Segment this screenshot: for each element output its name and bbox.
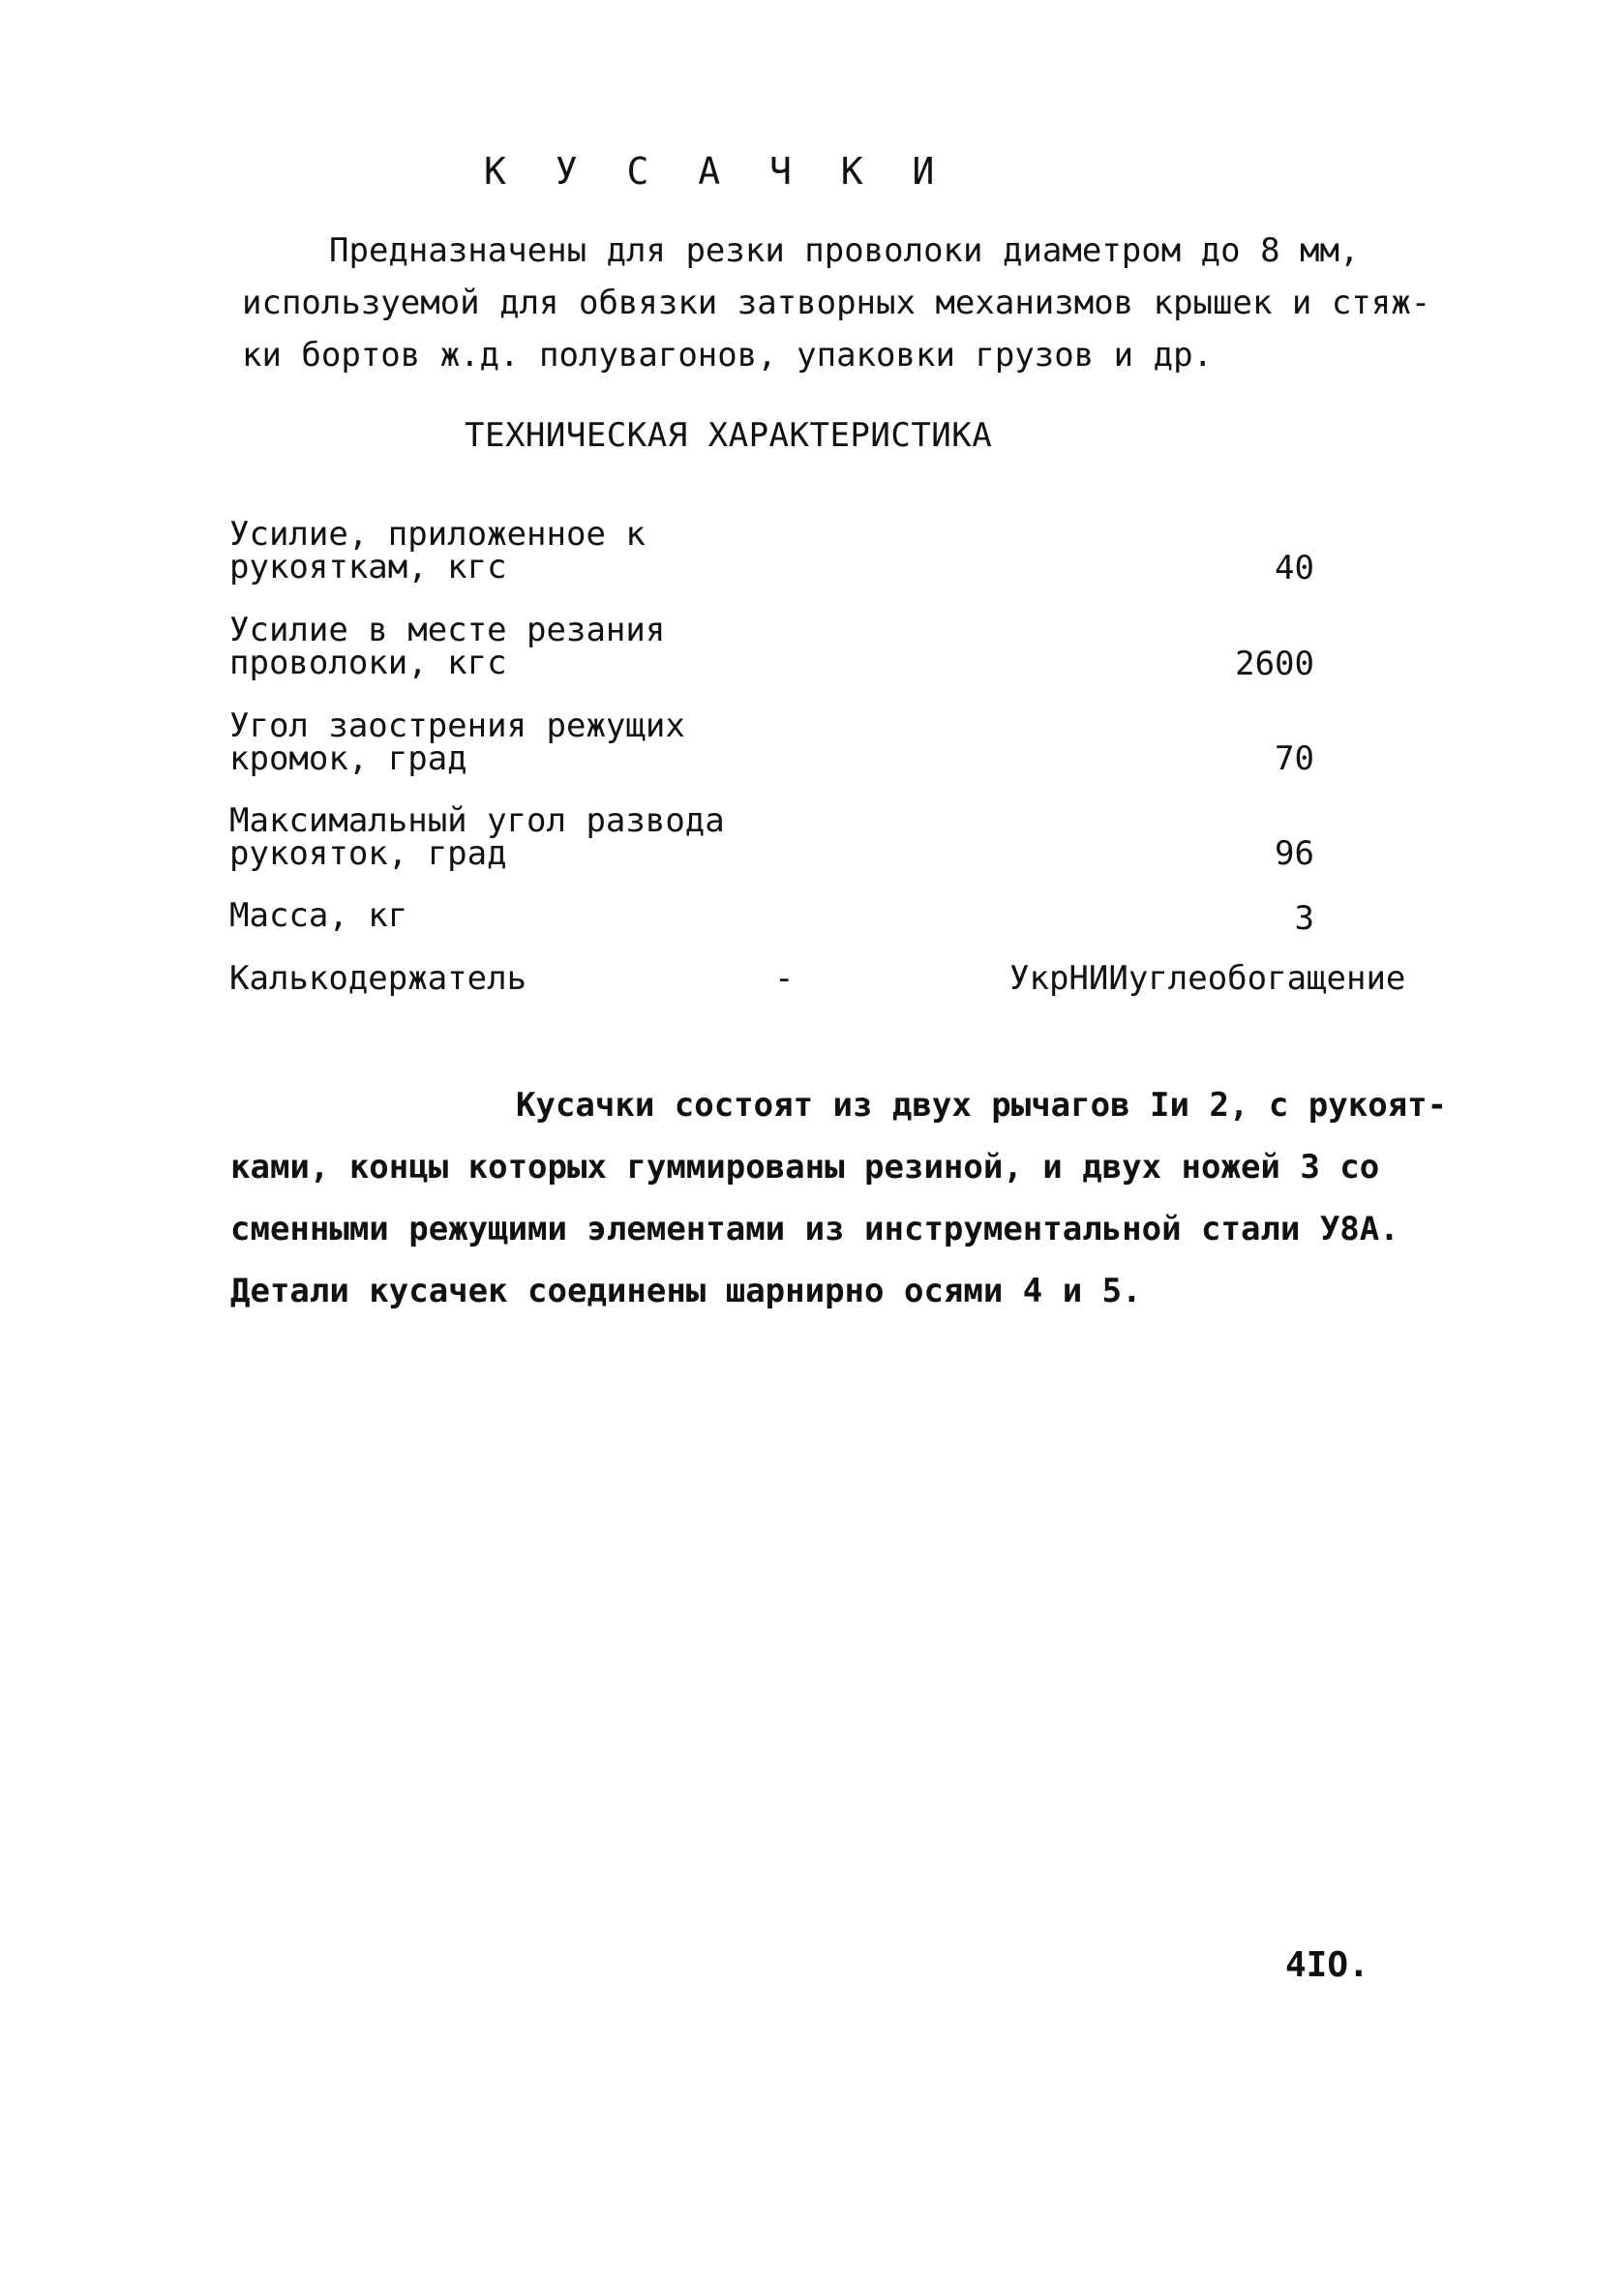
spec-label: Усилие в месте резания: [229, 611, 666, 649]
spec-value: 2600: [1235, 645, 1314, 683]
spec-value: УкрНИИуглеобогащение: [1009, 959, 1406, 998]
description-line: ками, концы которых гуммированы резиной, и двух ножей 3 со: [230, 1148, 1380, 1187]
spec-label: рукояток, град: [229, 834, 507, 873]
spec-title: ТЕХНИЧЕСКАЯ ХАРАКТЕРИСТИКА: [465, 416, 993, 455]
description-line: Кусачки состоят из двух рычагов Iи 2, с рукоят-: [516, 1086, 1448, 1125]
spec-label: Усилие, приложенное к: [229, 515, 646, 554]
description-paragraph: [230, 1074, 1447, 1322]
spec-value: 96: [1275, 834, 1314, 873]
intro-line: используемой для обвязки затворных механизмов крышек и стяж-: [242, 284, 1431, 322]
spec-value: 3: [1294, 899, 1314, 938]
document-title: К У С А Ч К И: [484, 150, 948, 193]
spec-label: Масса, кг: [229, 896, 408, 935]
spec-value: 40: [1275, 549, 1314, 587]
spec-label: Максимальный угол развода: [229, 801, 725, 840]
spec-label: рукояткам, кгс: [229, 548, 507, 586]
intro-line: Предназначены для резки проволоки диаметром до 8 мм,: [329, 231, 1360, 270]
spec-label: Угол заострения режущих: [229, 707, 685, 745]
spec-value: 70: [1275, 739, 1314, 778]
spec-label: проволоки, кгс: [229, 644, 507, 682]
intro-paragraph: [242, 225, 1430, 381]
spec-label: Калькодержатель: [229, 959, 527, 998]
intro-line: ки бортов ж.д. полувагонов, упаковки грузов и др.: [242, 336, 1214, 375]
description-line: сменными режущими элементами из инструментальной стали У8А.: [230, 1210, 1399, 1248]
description-line: Детали кусачек соединены шарнирно осями 4 и 5.: [230, 1272, 1142, 1310]
spec-label: кромок, град: [229, 739, 467, 778]
spec-dash: -: [774, 959, 795, 998]
page-number: 4IO.: [1285, 1945, 1369, 1985]
